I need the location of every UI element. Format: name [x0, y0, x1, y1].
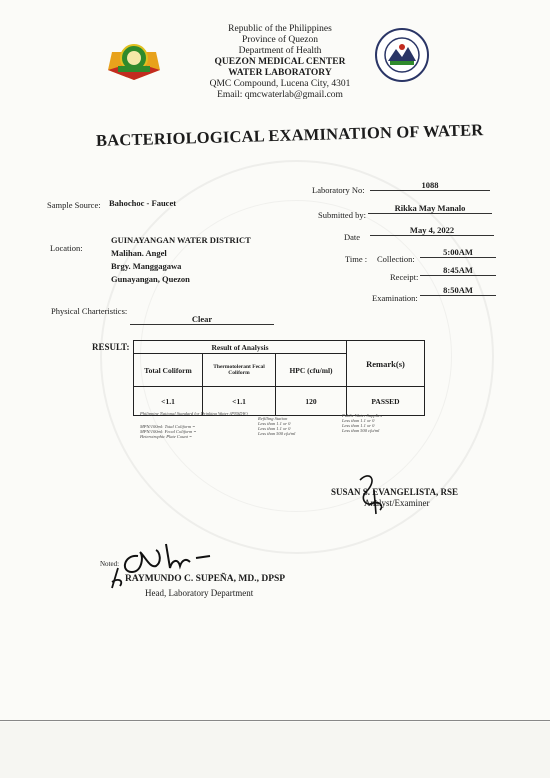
header-line-4: QUEZON MEDICAL CENTER: [214, 57, 346, 67]
location-line-1: GUINAYANGAN WATER DISTRICT: [111, 235, 251, 245]
result-label: RESULT:: [92, 342, 130, 352]
physical-label: Physical Charteristics:: [51, 306, 128, 316]
physical-value: Clear: [130, 314, 274, 325]
val-total-coliform: <1.1: [134, 387, 203, 416]
location-label: Location:: [50, 243, 83, 253]
collection-label: Collection:: [377, 254, 415, 264]
location-line-4: Gunayangan, Quezon: [111, 274, 190, 284]
province-seal-logo: [374, 27, 430, 83]
lab-no-label: Laboratory No:: [312, 185, 365, 195]
public-heading: Public Water Supplies: [342, 413, 382, 418]
header-line-1: Republic of the Philippines: [228, 24, 332, 34]
examination-label: Examination:: [372, 293, 418, 303]
col-fecal-coliform: Thermotolerant Fecal Coliform: [203, 354, 276, 387]
receipt-label: Receipt:: [390, 272, 419, 282]
examiner-name: SUSAN S. EVANGELISTA, RSE: [331, 487, 458, 497]
blank-scan-area: [0, 722, 550, 778]
location-line-2: Malihan. Angel: [111, 248, 167, 258]
lab-no-value: 1088: [370, 180, 490, 191]
header-line-2: Province of Quezon: [242, 35, 318, 45]
standards-refilling: [258, 416, 295, 436]
header-line-5: WATER LABORATORY: [228, 68, 332, 78]
submitted-by-label: Submitted by:: [318, 210, 366, 220]
receipt-value: 8:45AM: [420, 265, 496, 276]
header-line-3: Department of Health: [238, 46, 322, 56]
val-hpc: 120: [276, 387, 347, 416]
collection-value: 5:00AM: [420, 247, 496, 258]
refilling-hpc: Less than 500 cfu/ml: [258, 431, 296, 436]
result-table-header: Result of Analysis: [134, 341, 347, 354]
date-label: Date: [344, 232, 361, 242]
standard-fecal-coliform: MPN/100ml: Fecal Coliform =: [140, 429, 197, 434]
letterhead: [180, 24, 380, 101]
sample-source-value: Bahochoc - Faucet: [109, 198, 177, 208]
refilling-total: Less than 1.1 or 0: [258, 421, 291, 426]
standard-hpc: Heterotrophic Plate Count =: [140, 434, 193, 439]
page-title: BACTERIOLOGICAL EXAMINATION OF WATER: [95, 120, 484, 150]
header-line-7: Email: qmcwaterlab@gmail.com: [217, 90, 343, 100]
val-fecal-coliform: <1.1: [203, 387, 276, 416]
public-total: Less than 1.1 or 0: [342, 418, 375, 423]
examination-value: 8:50AM: [420, 285, 496, 296]
date-value: May 4, 2022: [370, 225, 494, 236]
public-fecal: Less than 1.1 or 0: [342, 423, 375, 428]
refilling-fecal: Less than 1.1 or 0: [258, 426, 291, 431]
sample-source-label: Sample Source:: [47, 200, 101, 210]
public-hpc: Less than 500 cfu/ml: [342, 428, 380, 433]
standard-total-coliform: MPN/100ml: Total Coliform =: [140, 424, 196, 429]
remark-value: PASSED: [347, 387, 425, 416]
col-total-coliform: Total Coliform: [134, 354, 203, 387]
standards-public: [342, 413, 382, 433]
time-label: Time :: [345, 254, 368, 264]
col-hpc: HPC (cfu/ml): [276, 354, 347, 387]
page-edge: [0, 720, 550, 721]
standards-left: [140, 424, 196, 439]
noted-label: Noted:: [100, 560, 120, 568]
examiner-title: Analyst/Examiner: [364, 498, 430, 508]
result-table: [133, 340, 425, 416]
location-line-3: Brgy. Manggagawa: [111, 261, 182, 271]
hospital-logo: [106, 40, 162, 86]
head-title: Head, Laboratory Department: [145, 588, 254, 598]
standards-heading: Philippine National Standard for Drinking Water (PNSDW): [140, 411, 248, 416]
refilling-heading: Refilling Station: [258, 416, 288, 421]
submitted-by-value: Rikka May Manalo: [368, 203, 492, 214]
head-name: RAYMUNDO C. SUPEÑA, MD., DPSP: [125, 574, 286, 584]
header-line-6: QMC Compound, Lucena City, 4301: [209, 79, 351, 89]
examiner-signature: [340, 470, 400, 525]
remarks-header: Remark(s): [347, 341, 425, 387]
